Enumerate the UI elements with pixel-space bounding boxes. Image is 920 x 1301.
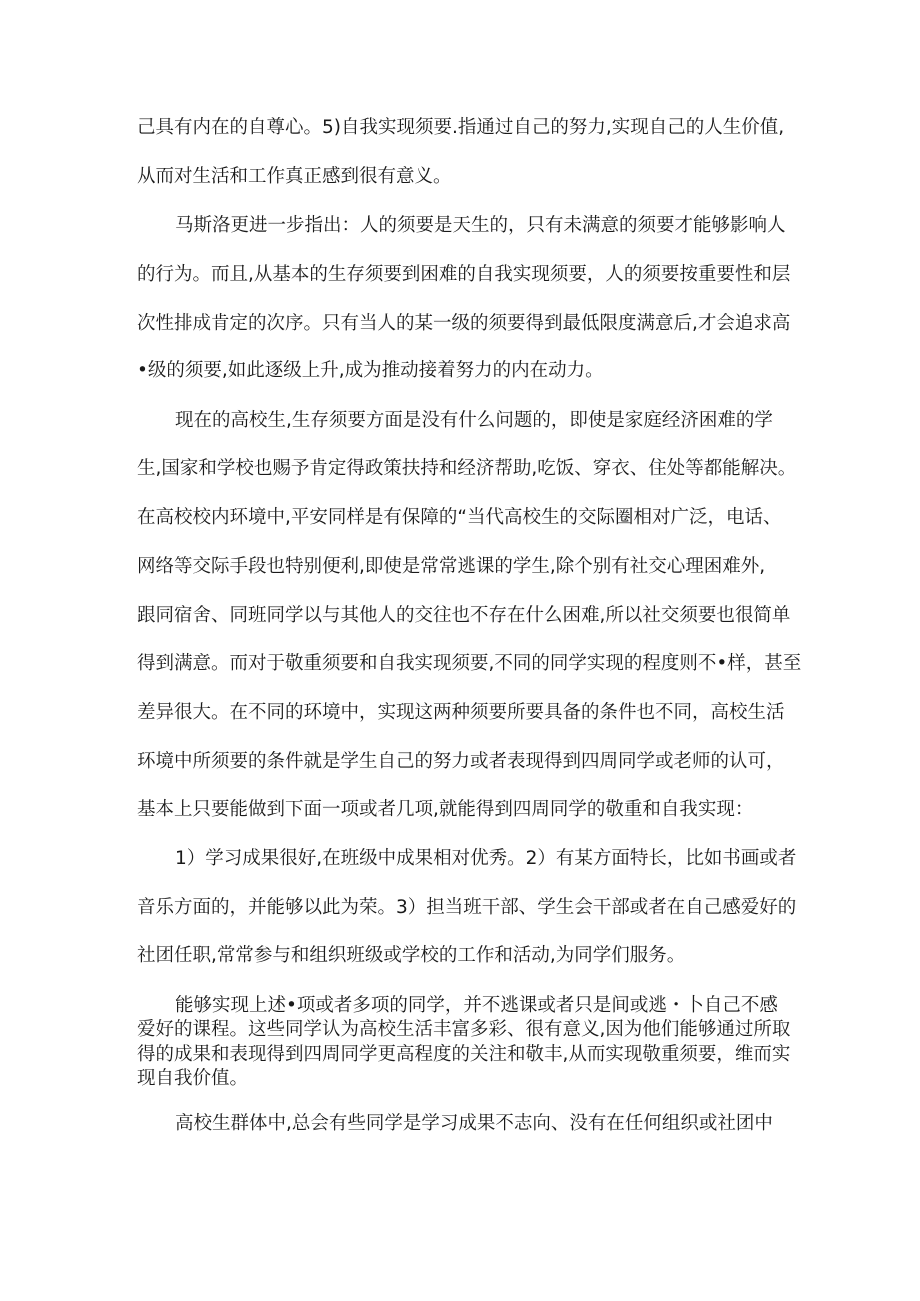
text-line: 能够实现上述•项或者多项的同学，并不逃课或者只是间或逃・卜自己不感 <box>175 995 778 1016</box>
text-line: 现自我价值。 <box>137 1068 249 1089</box>
text-line: 得的成果和表现得到四周同学更高程度的关注和敬丰,从而实现敬重须要，维而实 <box>137 1044 791 1065</box>
text-line: •级的须要,如此逐级上升,成为推动接着努力的内在动力。 <box>137 360 604 381</box>
text-line: 马斯洛更进一步指出：人的须要是天生的，只有未满意的须要才能够影响人 <box>175 215 786 236</box>
text-line: 1）学习成果很好,在班级中成果相对优秀。2）有某方面特长，比如书画或者 <box>175 848 797 869</box>
text-line: 己具有内在的自尊心。5)自我实现须要.指通过自己的努力,实现自己的人生价值, <box>137 117 785 138</box>
text-line: 基本上只要能做到下面一项或者几项,就能得到四周同学的敬重和自我实现： <box>137 799 754 820</box>
text-line: 次性排成肯定的次序。只有当人的某一级的须要得到最低限度满意后,才会追求高 <box>137 313 791 334</box>
text-line: 得到满意。而对于敬重须要和自我实现须要,不同的同学实现的程度则不•样，甚至 <box>137 653 802 674</box>
text-line: 差异很大。在不同的环境中，实现这两种须要所要具备的条件也不同，高校生活 <box>137 702 785 723</box>
text-line: 音乐方面的，并能够以此为荣。3）担当班干部、学生会干部或者在自己感爱好的 <box>137 897 797 918</box>
text-line: 高校生群体中,总会有些同学是学习成果不志向、没有在任何组织或社团中 <box>175 1113 773 1134</box>
text-line: 生,国家和学校也赐予肯定得政策扶持和经济帮助,吃饭、穿衣、住处等都能解决。 <box>137 458 797 479</box>
text-line: 在高校校内环境中,平安同样是有保障的“当代高校生的交际圈相对广泛，电话、 <box>137 507 782 528</box>
text-line: 现在的高校生,生存须要方面是没有什么问题的，即使是家庭经济困难的学 <box>175 410 773 431</box>
text-line: 从而对生活和工作真正感到很有意义。 <box>137 166 452 187</box>
text-line: 跟同宿舍、同班同学以与其他人的交往也不存在什么困难,所以社交须要也很简单 <box>137 605 791 626</box>
text-line: 爱好的课程。这些同学认为高校生活丰富多彩、很有意义,因为他们能够通过所取 <box>137 1019 791 1040</box>
text-line: 的行为。而且,从基本的生存须要到困难的自我实现须要，人的须要按重要性和层 <box>137 264 791 285</box>
text-line: 社团任职,常常参与和组织班级或学校的工作和活动,为同学们服务。 <box>137 945 686 966</box>
text-line: 网络等交际手段也特别便利,即使是常常逃课的学生,除个别有社交心理困难外, <box>137 556 766 577</box>
text-line: 环境中所须要的条件就是学生自己的努力或者表现得到四周同学或老师的认可， <box>137 751 785 772</box>
